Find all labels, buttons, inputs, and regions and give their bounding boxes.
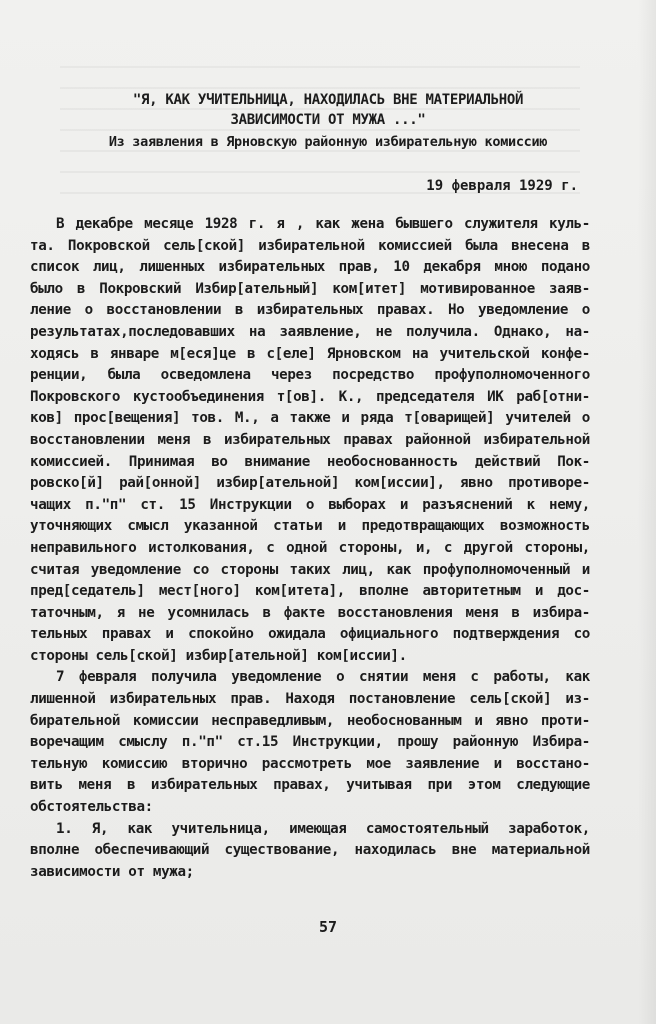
show-through-texture bbox=[60, 66, 580, 196]
body-line: обстоятельства: bbox=[30, 799, 153, 816]
body-line: уточняющих смысл указанной статьи и предотвращающих возможность bbox=[30, 518, 590, 535]
body-line: тельных правах и спокойно ожидала официального подтверждения со bbox=[30, 626, 590, 643]
document-title-line-1: "Я, КАК УЧИТЕЛЬНИЦА, НАХОДИЛАСЬ ВНЕ МАТЕРИАЛЬНОЙ bbox=[132, 92, 524, 108]
body-line: воречащим смыслу п."п" ст.15 Инструкции, прошу районную Избира- bbox=[30, 734, 590, 751]
body-line: список лиц, лишенных избирательных прав, 10 декабря мною подано bbox=[30, 259, 590, 276]
body-line: чащих п."п" ст. 15 Инструкции о выборах и разъяснений к нему, bbox=[30, 496, 590, 513]
body-line: таточным, я не усомнилась в факте восстановления меня в избира- bbox=[30, 604, 590, 621]
body-line: неправильного истолкования, с одной стороны, и, с другой стороны, bbox=[30, 539, 590, 556]
scan-edge-shadow bbox=[638, 0, 656, 1024]
body-line: В декабре месяце 1928 г. я , как жена бывшего служителя куль- bbox=[56, 216, 590, 232]
body-line: вить меня в избирательных правах, учитывая при этом следующие bbox=[30, 777, 590, 794]
document-title-line-2: ЗАВИСИМОСТИ ОТ МУЖА ..." bbox=[230, 112, 426, 128]
body-line: зависимости от мужа; bbox=[30, 863, 194, 880]
body-line: ренции, была осведомлена через посредство профуполномоченного bbox=[30, 367, 590, 384]
body-line: стороны сель[ской] избир[ательной] ком[иссии]. bbox=[30, 647, 407, 664]
body-line: тельную комиссию вторично рассмотреть мое заявление и восстано- bbox=[30, 755, 590, 772]
body-line: ровско[й] рай[онной] избир[ательной] ком[иссии], явно противоре- bbox=[30, 475, 590, 492]
body-line: восстановлении меня в избирательных правах районной избирательной bbox=[30, 431, 590, 448]
body-line: результатах,последовавших на заявление, не получила. Однако, на- bbox=[30, 323, 590, 340]
body-line: Покровского кустообъединения т[ов]. К., председателя ИК раб[отни- bbox=[30, 388, 590, 405]
body-line: пред[седатель] мест[ного] ком[итета], вполне авторитетным и дос- bbox=[30, 583, 590, 600]
page-number: 57 bbox=[318, 918, 338, 936]
document-date: 19 февраля 1929 г. bbox=[426, 178, 578, 194]
body-line: 1. Я, как учительница, имеющая самостоятельный заработок, bbox=[56, 820, 590, 837]
body-line: 7 февраля получила уведомление о снятии меня с работы, как bbox=[56, 669, 590, 686]
document-body bbox=[30, 214, 590, 883]
body-line: ков] прос[вещения] тов. М., а также и ряда т[оварищей] учителей о bbox=[30, 410, 590, 427]
document-subtitle: Из заявления в Ярновскую районную избирательную комиссию bbox=[108, 134, 548, 150]
body-line: лишенной избирательных прав. Находя постановление сель[ской] из- bbox=[30, 691, 590, 708]
body-line: было в Покровский Избир[ательный] ком[итет] мотивированное заяв- bbox=[30, 280, 590, 297]
body-line: считая уведомление со стороны таких лиц, как профуполномоченный и bbox=[30, 561, 590, 578]
body-line: та. Покровской сель[ской] избирательной комиссией была внесена в bbox=[30, 237, 590, 254]
body-line: ходясь в январе м[еся]це в с[еле] Ярновском на учительской конфе- bbox=[30, 345, 590, 362]
body-line: бирательной комиссии несправедливым, необоснованным и явно проти- bbox=[30, 712, 590, 729]
body-line: ление о восстановлении в избирательных правах. Но уведомление о bbox=[30, 302, 590, 319]
body-line: вполне обеспечивающий существование, находилась вне материальной bbox=[30, 842, 590, 859]
body-line: комиссией. Принимая во внимание необоснованность действий Пок- bbox=[30, 453, 590, 470]
